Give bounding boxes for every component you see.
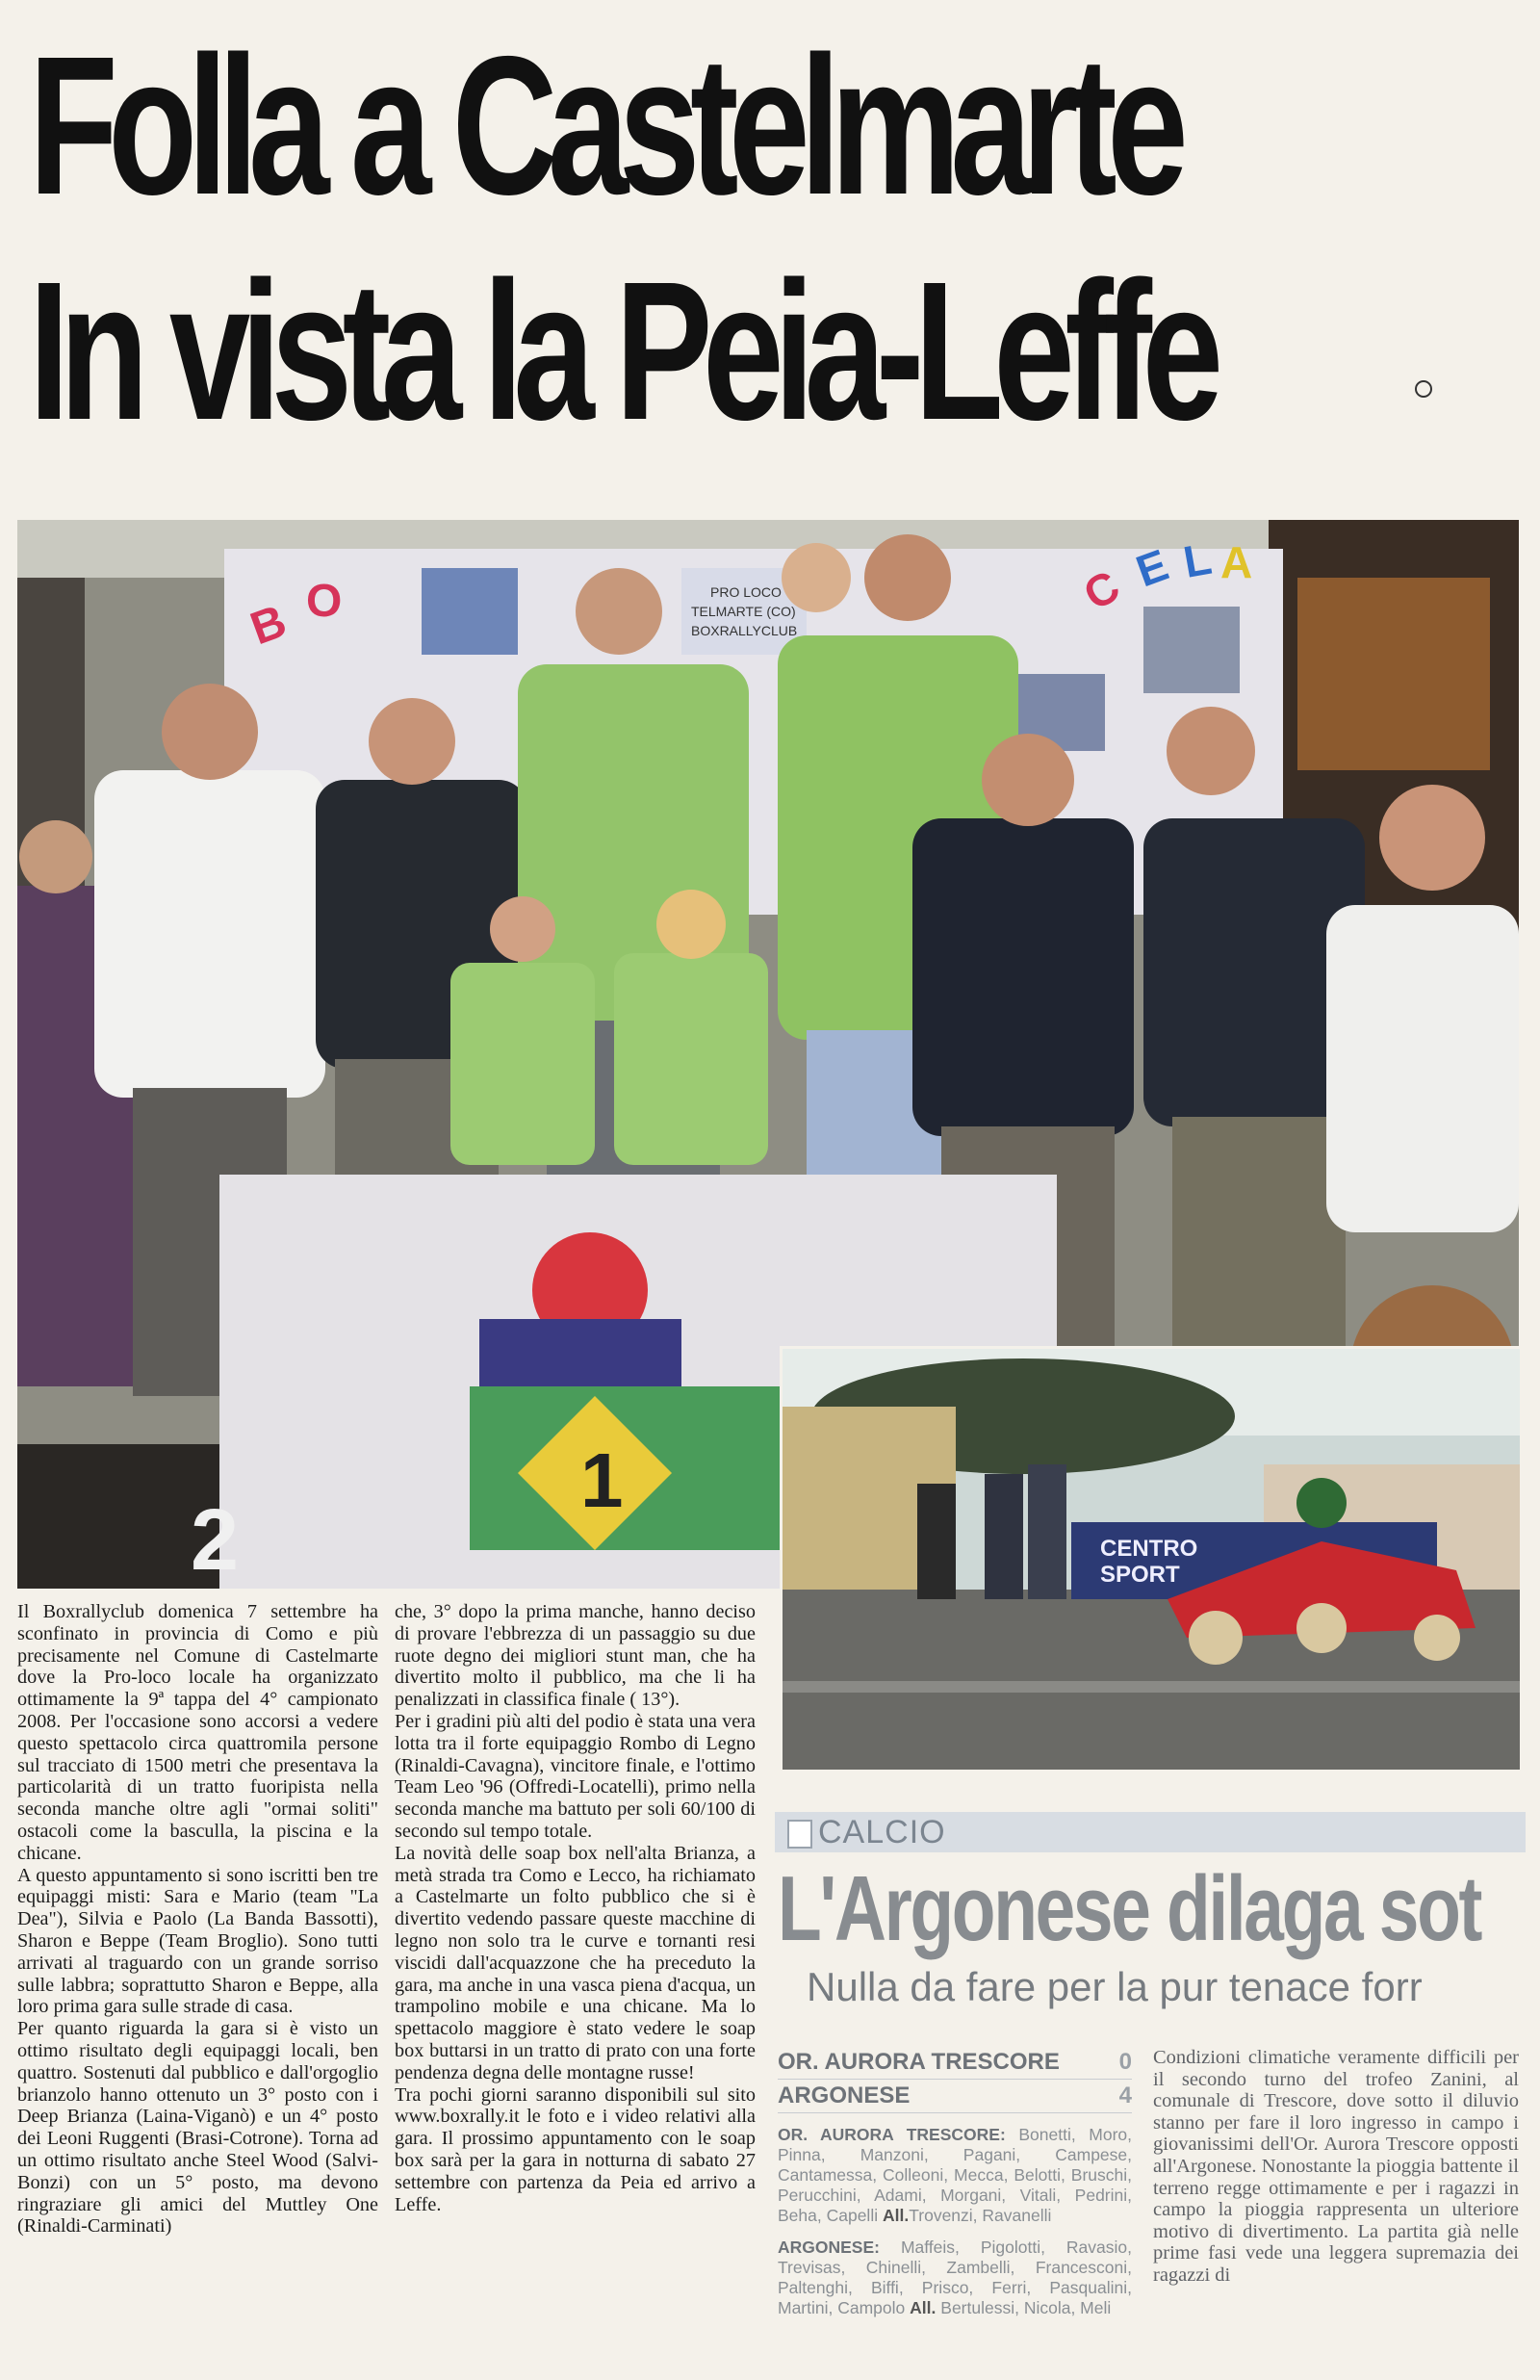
lineup-team-label: ARGONESE:: [778, 2238, 880, 2257]
inset-photo: [780, 1346, 1523, 1772]
calcio-body: Condizioni climatiche veramente difficili per il secondo turno del trofeo Zanini, al comunale di Trescore, dove sotto il diluvio stanno per fare il loro ingresso in campo i giovanissimi dell'Or. Aurora Trescore opposti all'Argonese. Nonostante la pioggia battente il terreno regge ottimamente e per i ragazzi in campo la pioggia rappresenta un ulteriore motivo di divertimento. La partita già nelle prime fasi vede una leggera supremazia dei ragazzi di: [1153, 2047, 1519, 2286]
lineup-home: [778, 2125, 1132, 2226]
banner-letter-l: L: [1179, 532, 1216, 587]
coach-label: All.: [882, 2206, 910, 2225]
banner-text-2: TELMARTE (CO): [691, 604, 796, 619]
article-column-1: [17, 1601, 378, 2238]
team-name: OR. AURORA TRESCORE: [778, 2049, 1060, 2075]
lineup-players: Maffeis, Pigolotti, Ravasio, Trevisas, Chinelli, Zambelli, Francesconi, Paltenghi, Biffi, Prisco, Ferri, Pasqualini, Martini, Campolo: [778, 2238, 1132, 2317]
team-score: 4: [1118, 2082, 1132, 2108]
inset-banner-text-2: SPORT: [1100, 1562, 1180, 1588]
coach-label: All.: [910, 2298, 937, 2317]
article-paragraph: che, 3° dopo la prima manche, hanno deciso di provare l'ebbrezza di un passaggio su due ruote degno dei migliori stunt man, che ha divertito molto il pubblico, ma che li ha penalizzati in classifica finale ( 13°).: [395, 1601, 756, 1711]
article-paragraph: A questo appuntamento si sono iscritti ben tre equipaggi misti: Sara e Mario (team "La Dea"), Silvia e Paolo (La Banda Bassotti), Sharon e Beppe (Team Broglio). Sono tutti arrivati al traguardo con un grande sorriso sulle labbra; soprattutto Sharon e Beppe, alla loro prima gara sulle strade di casa.: [17, 1864, 378, 2018]
banner-letter-e: E: [1129, 539, 1175, 597]
banner-letter-b: B: [244, 595, 294, 656]
banner-text-3: BOXRALLYCLUB: [691, 623, 798, 638]
banner-letter-c: C: [1075, 560, 1128, 620]
article-paragraph: Per quanto riguarda la gara si è visto un ottimo risultato degli equipaggi locali, ben quattro. Sostenuti dal pubblico e dall'orgoglio brianzolo hanno ottenuto un 3° posto con i Deep Brianza (Laina-Viganò) e un 4° posto dei Leoni Ruggenti (Brasi-Cotrone). Torna ad un ottimo risultato anche Steel Wood (Salvi-Bonzi) con un 5° posto, ma devono ringraziare gli amici del Muttley One (Rinaldi-Carminati): [17, 2018, 378, 2238]
registered-mark: [1415, 380, 1432, 398]
lineup-players: Bonetti, Moro, Pinna, Manzoni, Pagani, Campese, Cantamessa, Colleoni, Mecca, Belotti, Bruschi, Perucchini, Adami, Morgani, Vitali, Pedrini, Beha, Capelli: [778, 2125, 1132, 2225]
calcio-headline-text: L'Argonese dilaga sot: [778, 1863, 1481, 1960]
article-paragraph: Il Boxrallyclub domenica 7 settembre ha sconfinato in provincia di Como e più precisamente nel Comune di Castelmarte dove la Pro-loco locale ha organizzato ottimamente la 9ª tappa del 4° campionato 2008. Per l'occasione sono accorsi a vedere questo spettacolo circa quattromila persone sul tracciato di 1500 metri che presentava la particolarità di un tratto fuoripista nella seconda manche oltre agli "ormai soliti" ostacoli come la basculla, la piscina e la chicane.: [17, 1601, 378, 1864]
banner-text-1: PRO LOCO: [710, 584, 782, 600]
headline-line-1: Folla a Castelmarte: [29, 15, 1179, 236]
section-square-icon: [787, 1820, 812, 1849]
inset-banner-text-1: CENTRO: [1100, 1536, 1198, 1562]
article-paragraph: La novità delle soap box nell'alta Brianza, a metà strada tra Como e Lecco, ha richiamato a Castelmarte un folto pubblico che si è divertito vedendo passare queste macchine di legno non solo tra le curve e tornanti resi viscidi dall'acquazzone che ha preceduto la gara, ma anche in una vasca piena d'acqua, un trampolino mobile e una chicane. Ma lo spettacolo maggiore è stato vedere le soap box buttarsi in un tratto di prato con una forte pendenza degna delle montagne russe!: [395, 1842, 756, 2083]
lineup-away: [778, 2238, 1132, 2318]
coach-names: Trovenzi, Ravanelli: [909, 2206, 1052, 2225]
scoreboard: [778, 2046, 1132, 2318]
section-label: CALCIO: [818, 1814, 946, 1850]
coach-names: Bertulessi, Nicola, Meli: [940, 2298, 1112, 2317]
soapbox-scene: [783, 1349, 1520, 1770]
lineup-team-label: OR. AURORA TRESCORE:: [778, 2125, 1006, 2144]
article-paragraph: Per i gradini più alti del podio è stata una vera lotta tra il forte equipaggio Rombo di Legno (Rinaldi-Cavagna), vincitore finale, e l'ottimo Team Leo '96 (Offredi-Locatelli), primo nella seconda manche ma battuto per soli 60/100 di secondo sul tempo totale.: [395, 1710, 756, 1842]
article-column-2: [395, 1601, 756, 2215]
calcio-deck: Nulla da fare per la pur tenace forr: [807, 1964, 1423, 2009]
score-row: [778, 2080, 1132, 2113]
score-row: [778, 2046, 1132, 2080]
podium-number-1: 1: [580, 1437, 624, 1523]
headline-line-2: In vista la Peia-Leffe: [29, 241, 1214, 461]
article-paragraph: Tra pochi giorni saranno disponibili sul sito www.boxrally.it le foto e i video relativi alla gara. Il prossimo appuntamento con le soap box sarà per la gara in notturna di sabato 27 settembre con partenza da Peia ed arrivo a Leffe.: [395, 2083, 756, 2215]
banner-letter-a: A: [1220, 537, 1253, 587]
team-score: 0: [1118, 2049, 1132, 2075]
podium-number-2: 2: [191, 1492, 240, 1589]
team-name: ARGONESE: [778, 2082, 911, 2108]
banner-letter-o: O: [306, 576, 343, 627]
